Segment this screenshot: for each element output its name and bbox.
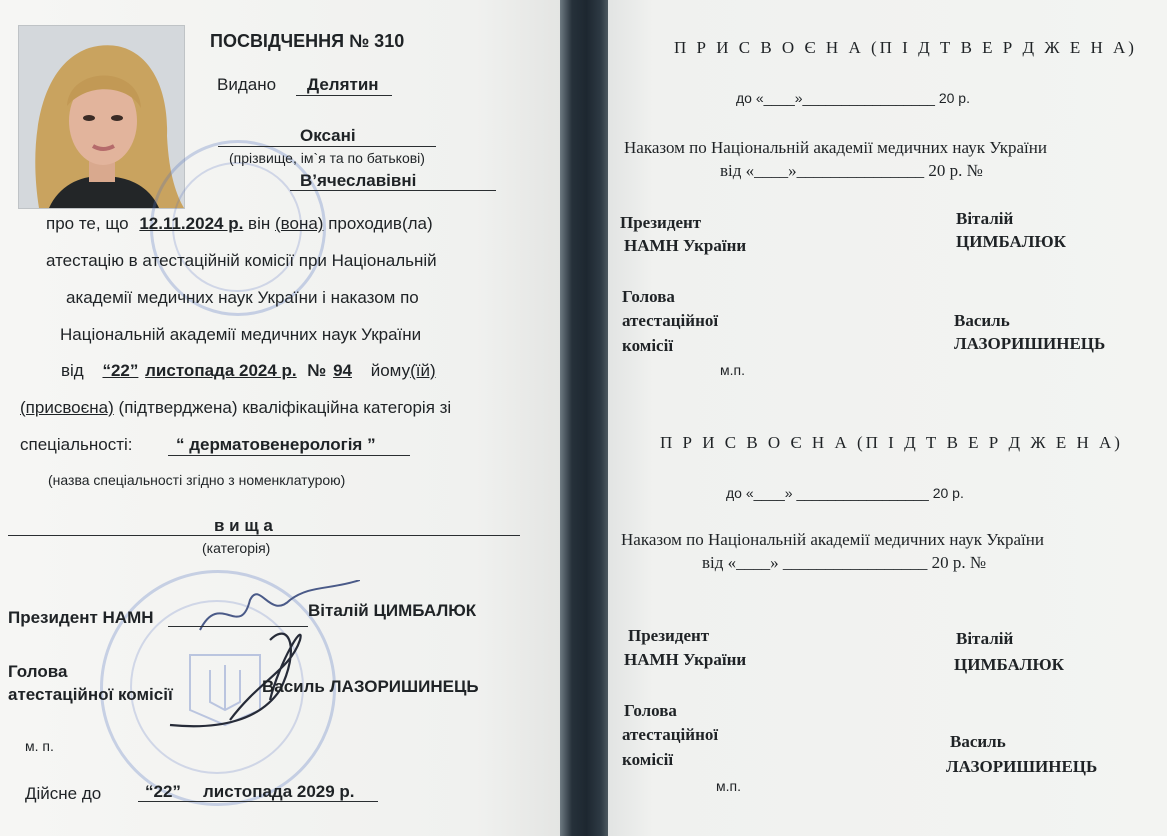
body-line-3: академії медичних наук України і наказом по [66, 288, 419, 307]
section1-president-label-1: Президент [620, 213, 702, 232]
section1-head-label-2: атестаційної [622, 311, 719, 330]
section1-order-line2: від «____»_______________ 20 р. № [720, 161, 983, 180]
valid-until-label: Дійсне до [25, 784, 102, 803]
commission-head-label-2: атестаційної комісії [8, 685, 173, 704]
section2-head-label-3: комісії [622, 750, 674, 769]
body-line-1: про те, що 12.11.2024 р. він (вона) проходив(ла) [46, 214, 433, 233]
section1-seal-place: м.п. [720, 362, 745, 378]
right-page [608, 0, 1167, 836]
body-line-4: Національній академії медичних наук України [60, 325, 422, 344]
valid-day: “22” [145, 782, 181, 801]
section1-president-first: Віталій [956, 209, 1014, 228]
section2-head-label-2: атестаційної [622, 725, 719, 744]
president-name: Віталій ЦИМБАЛЮК [308, 601, 477, 620]
portrait-photo [18, 25, 185, 209]
section1-order-line1: Наказом по Національній академії медичних наук України [624, 138, 1047, 157]
category-value: в и щ а [214, 516, 273, 535]
booklet-spine [560, 0, 608, 836]
order-number: 94 [333, 361, 352, 380]
section2-order-line1: Наказом по Національній академії медичних наук України [621, 530, 1044, 549]
specialty-label: спеціальності: [20, 435, 133, 454]
section2-seal-place: м.п. [716, 778, 741, 794]
specialty-value: “ дерматовенерологія ” [176, 435, 376, 454]
section2-order-line2: від «____» _________________ 20 р. № [702, 553, 987, 572]
order-day: “22” [102, 361, 139, 380]
body-line-6: (присвоєна) (підтверджена) кваліфікаційна категорія зі [20, 398, 452, 417]
section1-heading: П Р И С В О Є Н А (П І Д Т В Е Р Д Ж Е Н А) [674, 38, 1137, 57]
exam-date: 12.11.2024 р. [139, 214, 244, 233]
section2-president-first: Віталій [956, 629, 1014, 648]
name-caption: (прізвище, ім`я та по батькові) [229, 150, 425, 166]
section2-until: до «____» _________________ 20 р. [726, 485, 964, 501]
section1-head-last: ЛАЗОРИШИНЕЦЬ [954, 334, 1106, 353]
portrait-image [19, 26, 184, 208]
commission-head-label-1: Голова [8, 662, 68, 681]
body-line-5: від “22” листопада 2024 р. № 94 йому(їй) [61, 361, 436, 380]
body-line-2: атестацію в атестаційній комісії при Національній [46, 251, 437, 270]
section1-head-label-1: Голова [622, 287, 675, 306]
section1-head-first: Василь [954, 311, 1010, 330]
holder-patronymic: В’ячеславівні [300, 171, 417, 190]
holder-name: Оксані [300, 126, 356, 145]
section2-head-label-1: Голова [624, 701, 677, 720]
commission-head-name: Василь ЛАЗОРИШИНЕЦЬ [262, 677, 479, 696]
section2-head-first: Василь [950, 732, 1006, 751]
section2-heading: П Р И С В О Є Н А (П І Д Т В Е Р Д Ж Е Н А) [660, 433, 1123, 452]
president-label: Президент НАМН [8, 608, 154, 627]
section1-until: до «____»_________________ 20 р. [736, 90, 970, 106]
specialty-caption: (назва спеціальності згідно з номенклатурою) [48, 472, 346, 488]
seal-place-label: м. п. [25, 738, 54, 754]
left-page [0, 0, 560, 836]
holder-surname: Делятин [307, 75, 379, 94]
order-month-year: листопада 2024 р. [145, 361, 297, 380]
section2-president-label-1: Президент [628, 626, 710, 645]
section2-president-last: ЦИМБАЛЮК [954, 655, 1064, 674]
certificate-title: ПОСВІДЧЕННЯ № 310 [210, 31, 405, 51]
section2-president-label-2: НАМН України [624, 650, 747, 669]
issued-label: Видано [217, 75, 277, 94]
valid-month-year: листопада 2029 р. [203, 782, 355, 801]
section1-head-label-3: комісії [622, 336, 674, 355]
section2-head-last: ЛАЗОРИШИНЕЦЬ [946, 757, 1098, 776]
section1-president-last: ЦИМБАЛЮК [956, 232, 1066, 251]
section1-president-label-2: НАМН України [624, 236, 747, 255]
category-caption: (категорія) [202, 540, 271, 556]
